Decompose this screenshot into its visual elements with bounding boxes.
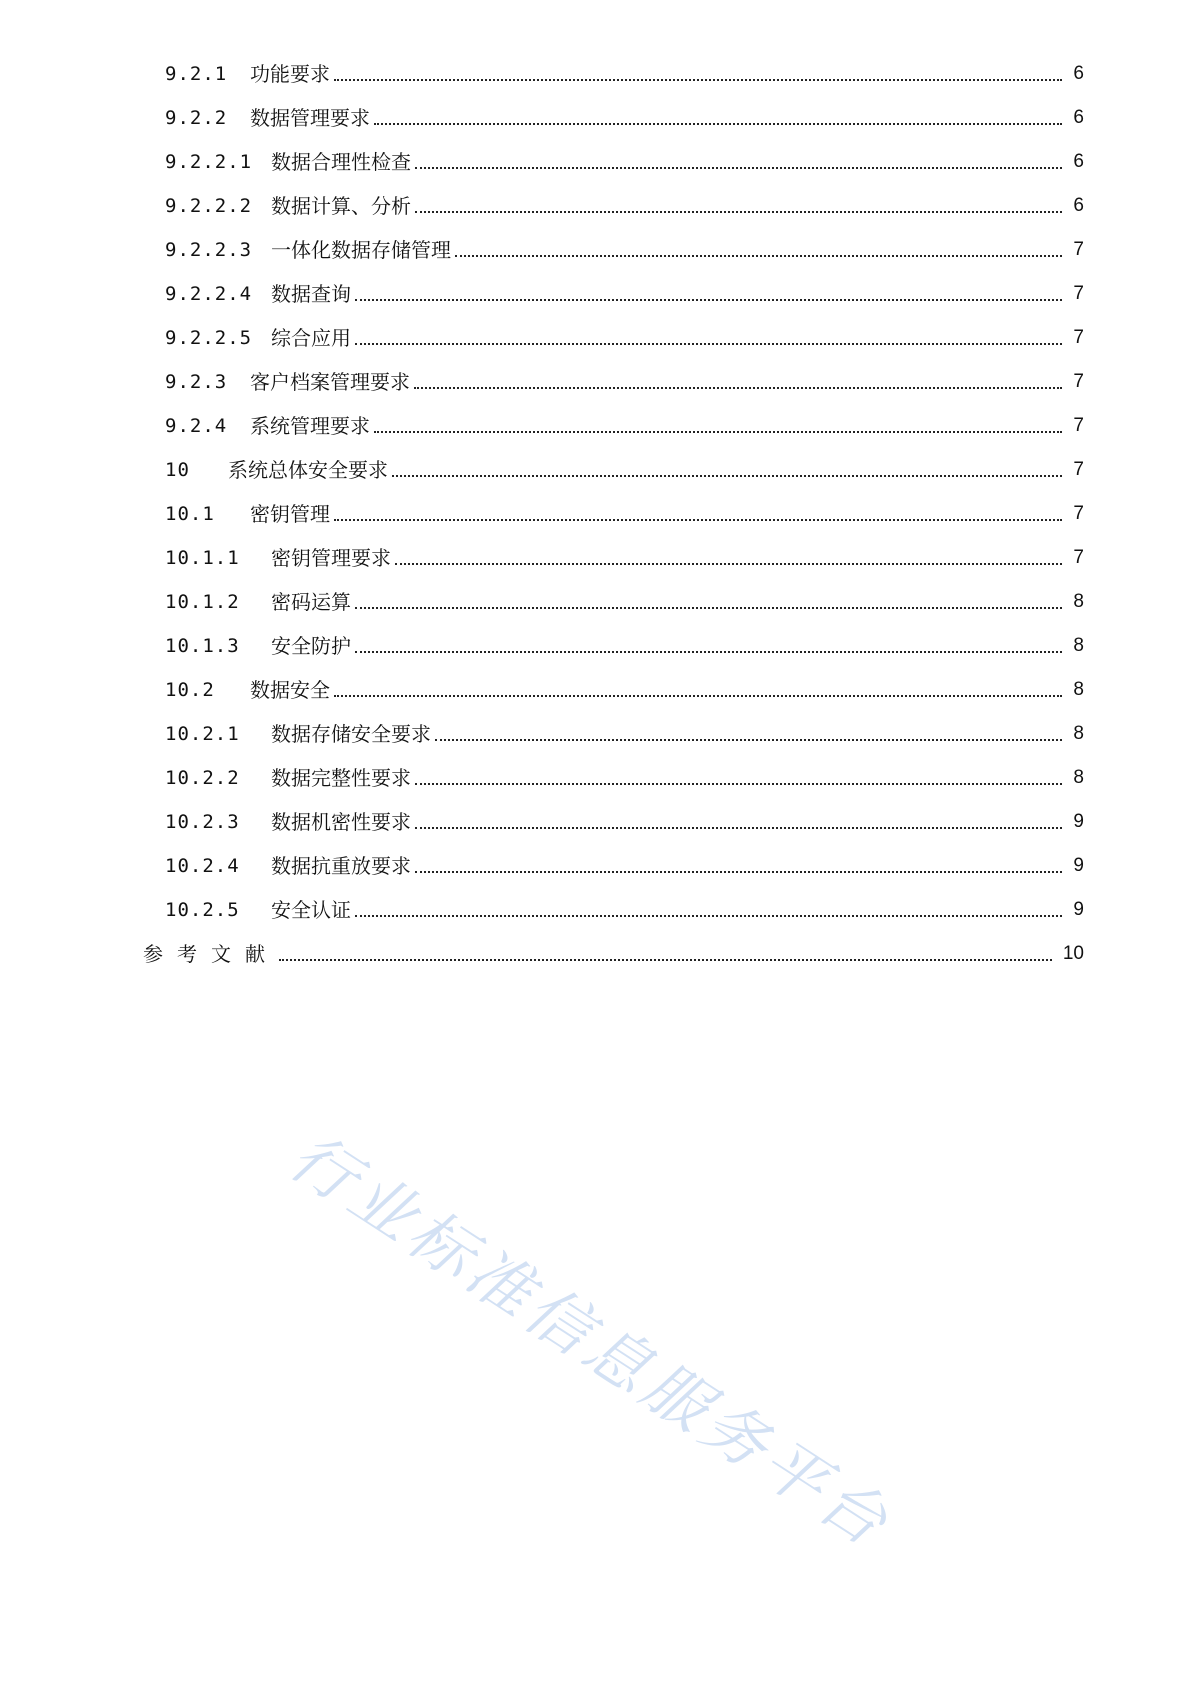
toc-entry-title-wrap: [271, 854, 1062, 878]
toc-entry-title: 密码运算: [271, 590, 351, 614]
toc-entry-title: 系统管理要求: [250, 414, 370, 438]
toc-dot-leader: [355, 343, 1062, 345]
toc-entry-number: 9.2.1: [165, 63, 228, 85]
toc-entry-title-wrap: [271, 810, 1062, 834]
toc-entry[interactable]: [0, 272, 1190, 316]
toc-entry-page: 10: [1062, 943, 1084, 964]
toc-entry-number: 10.1: [165, 503, 215, 525]
toc-entry-title-wrap: [271, 766, 1062, 790]
toc-dot-leader: [374, 431, 1062, 433]
toc-entry-title: 参考文献: [143, 942, 279, 966]
toc-entry[interactable]: [0, 448, 1190, 492]
toc-entry-title: 安全防护: [271, 634, 351, 658]
toc-entry-page: 6: [1073, 107, 1084, 128]
toc-dot-leader: [355, 651, 1062, 653]
toc-entry-title-wrap: [250, 370, 1062, 394]
toc-entry-page: 7: [1073, 371, 1084, 392]
toc-dot-leader: [392, 475, 1062, 477]
toc-entry-number: 10.2.1: [165, 723, 240, 745]
toc-entry-page: 7: [1073, 547, 1084, 568]
toc-entry-number: 9.2.2.5: [165, 327, 253, 349]
toc-entry[interactable]: [0, 492, 1190, 536]
toc-entry-title-wrap: [271, 546, 1062, 570]
toc-entry-number: 10.2.5: [165, 899, 240, 921]
toc-entry-title: 功能要求: [250, 62, 330, 86]
toc-entry[interactable]: [0, 712, 1190, 756]
toc-dot-leader: [415, 167, 1062, 169]
toc-dot-leader: [334, 79, 1062, 81]
toc-entry[interactable]: [0, 360, 1190, 404]
toc-entry-page: 7: [1073, 415, 1084, 436]
toc-dot-leader: [395, 563, 1062, 565]
toc-entry-number: 10.1.2: [165, 591, 240, 613]
toc-entry-title: 密钥管理要求: [271, 546, 391, 570]
toc-entry[interactable]: [0, 844, 1190, 888]
toc-entry[interactable]: [0, 184, 1190, 228]
toc-entry-title: 数据计算、分析: [271, 194, 411, 218]
toc-entry-page: 7: [1073, 459, 1084, 480]
toc-entry-title-wrap: [250, 414, 1062, 438]
toc-entry[interactable]: [0, 580, 1190, 624]
toc-entry-title: 安全认证: [271, 898, 351, 922]
toc-entry-title-wrap: [250, 62, 1062, 86]
toc-entry-title-wrap: [228, 458, 1062, 482]
toc-entry-page: 8: [1073, 591, 1084, 612]
toc-entry[interactable]: [0, 140, 1190, 184]
toc-entry-number: 9.2.2.3: [165, 239, 253, 261]
toc-entry-title-wrap: [271, 722, 1062, 746]
toc-entry[interactable]: [0, 228, 1190, 272]
toc-dot-leader: [355, 607, 1062, 609]
toc-entry-number: 9.2.3: [165, 371, 228, 393]
toc-entry-number: 10.1.3: [165, 635, 240, 657]
toc-entry-title-wrap: [250, 106, 1062, 130]
toc-dot-leader: [415, 211, 1062, 213]
toc-dot-leader: [279, 959, 1052, 961]
toc-entry-title: 数据安全: [250, 678, 330, 702]
toc-entry-number: 10.2.3: [165, 811, 240, 833]
toc-entry-page: 7: [1073, 503, 1084, 524]
toc-entry-page: 9: [1073, 899, 1084, 920]
toc-entry-title-wrap: [271, 194, 1062, 218]
watermark: 行业标准信息服务平台: [276, 1120, 904, 1564]
toc-dot-leader: [414, 387, 1062, 389]
toc-entry-number: 9.2.2.4: [165, 283, 253, 305]
toc-dot-leader: [334, 519, 1062, 521]
toc-entry-title-wrap: [271, 150, 1062, 174]
toc-entry[interactable]: [0, 624, 1190, 668]
toc-dot-leader: [355, 299, 1062, 301]
toc-dot-leader: [334, 695, 1062, 697]
toc-entry-number: 10.2.4: [165, 855, 240, 877]
toc-entry-title-wrap: [271, 590, 1062, 614]
toc-entry[interactable]: [0, 668, 1190, 712]
toc-entry-title: 数据抗重放要求: [271, 854, 411, 878]
toc-entry-title: 数据查询: [271, 282, 351, 306]
toc-dot-leader: [355, 915, 1062, 917]
table-of-contents: [0, 52, 1190, 976]
toc-entry-title-wrap: [271, 634, 1062, 658]
toc-entry[interactable]: [0, 536, 1190, 580]
toc-entry[interactable]: [0, 932, 1190, 976]
toc-entry-page: 7: [1073, 327, 1084, 348]
toc-entry[interactable]: [0, 96, 1190, 140]
toc-entry-title: 客户档案管理要求: [250, 370, 410, 394]
toc-entry-title-wrap: [271, 898, 1062, 922]
toc-entry-page: 6: [1073, 63, 1084, 84]
toc-entry-title-wrap: [250, 502, 1062, 526]
toc-entry-page: 9: [1073, 855, 1084, 876]
toc-entry-page: 6: [1073, 151, 1084, 172]
toc-entry-title-wrap: [271, 326, 1062, 350]
toc-entry-page: 8: [1073, 723, 1084, 744]
toc-entry-title: 系统总体安全要求: [228, 458, 388, 482]
toc-entry-number: 10.2: [165, 679, 215, 701]
toc-entry-number: 9.2.2: [165, 107, 228, 129]
toc-entry[interactable]: [0, 756, 1190, 800]
toc-dot-leader: [455, 255, 1062, 257]
toc-entry-title: 密钥管理: [250, 502, 330, 526]
toc-dot-leader: [374, 123, 1062, 125]
toc-entry-title: 综合应用: [271, 326, 351, 350]
toc-entry-page: 8: [1073, 635, 1084, 656]
toc-entry-title-wrap: [271, 282, 1062, 306]
toc-entry-title-wrap: [143, 942, 1052, 966]
toc-dot-leader: [415, 871, 1062, 873]
toc-entry-title: 数据机密性要求: [271, 810, 411, 834]
toc-dot-leader: [415, 827, 1062, 829]
toc-entry-number: 9.2.2.2: [165, 195, 253, 217]
toc-dot-leader: [415, 783, 1062, 785]
toc-entry-page: 9: [1073, 811, 1084, 832]
toc-entry-page: 7: [1073, 239, 1084, 260]
toc-entry[interactable]: [0, 404, 1190, 448]
toc-entry-number: 10.2.2: [165, 767, 240, 789]
toc-entry-number: 10: [165, 459, 190, 481]
toc-entry-page: 8: [1073, 767, 1084, 788]
toc-entry-page: 7: [1073, 283, 1084, 304]
toc-entry[interactable]: [0, 800, 1190, 844]
toc-entry[interactable]: [0, 316, 1190, 360]
toc-entry-title: 数据管理要求: [250, 106, 370, 130]
toc-entry-title-wrap: [250, 678, 1062, 702]
toc-entry-page: 6: [1073, 195, 1084, 216]
toc-entry[interactable]: [0, 888, 1190, 932]
toc-entry-number: 9.2.2.1: [165, 151, 253, 173]
toc-entry-title: 数据存储安全要求: [271, 722, 431, 746]
toc-entry-title: 数据合理性检查: [271, 150, 411, 174]
toc-entry[interactable]: [0, 52, 1190, 96]
toc-entry-number: 9.2.4: [165, 415, 228, 437]
toc-entry-page: 8: [1073, 679, 1084, 700]
toc-entry-title-wrap: [271, 238, 1062, 262]
toc-entry-title: 一体化数据存储管理: [271, 238, 451, 262]
toc-dot-leader: [435, 739, 1062, 741]
toc-entry-number: 10.1.1: [165, 547, 240, 569]
toc-entry-title: 数据完整性要求: [271, 766, 411, 790]
